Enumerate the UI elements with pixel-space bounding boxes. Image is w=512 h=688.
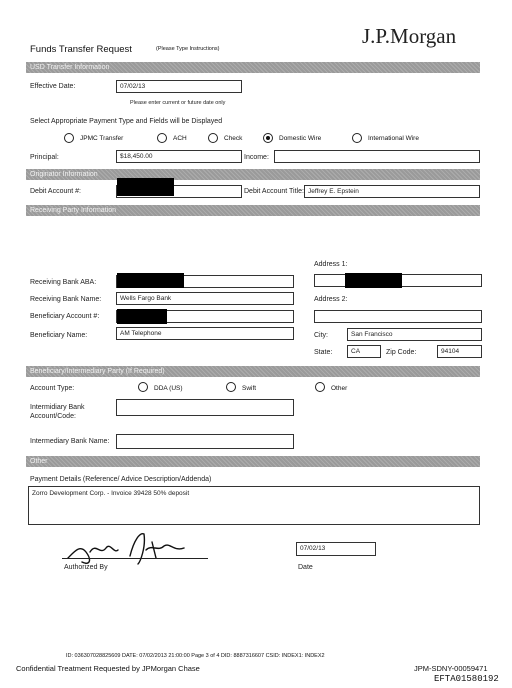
- radio-check[interactable]: [208, 133, 218, 143]
- intermediary-bank-account-label-line1: Intermidiary Bank: [30, 404, 85, 411]
- section-originator: Originator Information: [26, 169, 480, 180]
- radio-international-wire[interactable]: [352, 133, 362, 143]
- redaction-debit-account: [117, 178, 174, 196]
- form-title: Funds Transfer Request: [30, 44, 132, 55]
- receiving-bank-name-field[interactable]: Wells Fargo Bank: [116, 292, 294, 305]
- signature-date-label: Date: [298, 564, 313, 571]
- radio-swift[interactable]: [226, 382, 236, 392]
- effective-date-note: Please enter current or future date only: [130, 100, 226, 106]
- radio-domestic-wire[interactable]: [263, 133, 273, 143]
- address1-label: Address 1:: [314, 261, 348, 268]
- payment-details-field[interactable]: Zorro Development Corp. - Invoice 39428 50% deposit: [28, 486, 480, 525]
- signature-line: [62, 558, 208, 559]
- bates-number-efta: EFTA01580192: [434, 674, 499, 684]
- city-label: City:: [314, 332, 328, 339]
- state-label: State:: [314, 349, 333, 356]
- redaction-address1: [345, 273, 402, 288]
- account-type-label: Account Type:: [30, 385, 75, 392]
- redaction-receiving-aba: [117, 273, 184, 288]
- address2-field[interactable]: [314, 310, 482, 323]
- city-field[interactable]: San Francisco: [347, 328, 482, 341]
- section-intermediary: Beneficiary/Intermediary Party (If Required): [26, 366, 480, 377]
- radio-label-international-wire: International Wire: [368, 135, 419, 142]
- radio-label-domestic-wire: Domestic Wire: [279, 135, 322, 142]
- radio-label-dda-us: DDA (US): [154, 385, 183, 392]
- intermediary-bank-name-label: Intermediary Bank Name:: [30, 438, 110, 445]
- radio-ach[interactable]: [157, 133, 167, 143]
- intermediary-bank-account-label-line2: Account/Code:: [30, 413, 76, 420]
- radio-label-other: Other: [331, 385, 348, 392]
- principal-label: Principal:: [30, 154, 59, 161]
- radio-jpmc-transfer[interactable]: [64, 133, 74, 143]
- zip-code-label: Zip Code:: [386, 349, 417, 356]
- authorized-by-label: Authorized By: [64, 564, 108, 571]
- redaction-beneficiary-account: [117, 309, 167, 324]
- section-usd-transfer: USD Transfer Information: [26, 62, 480, 73]
- beneficiary-account-label: Beneficiary Account #:: [30, 313, 100, 320]
- debit-account-label: Debit Account #:: [30, 188, 81, 195]
- intermediary-bank-account-field[interactable]: [116, 399, 294, 416]
- radio-label-jpmc-transfer: JPMC Transfer: [80, 135, 124, 142]
- income-label: Income:: [244, 154, 269, 161]
- effective-date-label: Effective Date:: [30, 83, 76, 90]
- form-title-note: (Please Type Instructions): [156, 46, 220, 52]
- address2-label: Address 2:: [314, 296, 348, 303]
- radio-label-check: Check: [224, 135, 243, 142]
- confidential-notice: Confidential Treatment Requested by JPMorgan Chase: [16, 664, 200, 673]
- effective-date-field[interactable]: 07/02/13: [116, 80, 242, 93]
- radio-other[interactable]: [315, 382, 325, 392]
- signature-date-field[interactable]: 07/02/13: [296, 542, 376, 556]
- radio-label-ach: ACH: [173, 135, 187, 142]
- bates-number-jpm: JPM-SDNY-00059471: [414, 664, 488, 673]
- beneficiary-name-field[interactable]: AM Telephone: [116, 327, 294, 340]
- radio-dda-us[interactable]: [138, 382, 148, 392]
- section-receiving: Receiving Party Information: [26, 205, 480, 216]
- principal-field[interactable]: $18,450.00: [116, 150, 242, 163]
- receiving-bank-aba-label: Receiving Bank ABA:: [30, 279, 97, 286]
- income-field[interactable]: [274, 150, 480, 163]
- intermediary-bank-name-field[interactable]: [116, 434, 294, 449]
- debit-account-title-label: Debit Account Title:: [244, 188, 304, 195]
- fax-id-line: ID: 036307028825609 DATE: 07/02/2013 21:00:00 Page 3 of 4 DID: 8887316607 CSID: INDEX1: INDEX2: [66, 653, 325, 659]
- receiving-bank-name-label: Receiving Bank Name:: [30, 296, 102, 303]
- state-field[interactable]: CA: [347, 345, 381, 358]
- debit-account-title-field[interactable]: Jeffrey E. Epstein: [304, 185, 480, 198]
- payment-details-label: Payment Details (Reference/ Advice Description/Addenda): [30, 476, 212, 483]
- payment-type-prompt: Select Appropriate Payment Type and Fields will be Displayed: [30, 118, 223, 125]
- beneficiary-name-label: Beneficiary Name:: [30, 332, 88, 339]
- section-other: Other: [26, 456, 480, 467]
- radio-label-swift: Swift: [242, 385, 257, 392]
- zip-code-field[interactable]: 94104: [437, 345, 482, 358]
- jpmorgan-logo: J.P.Morgan: [362, 24, 457, 48]
